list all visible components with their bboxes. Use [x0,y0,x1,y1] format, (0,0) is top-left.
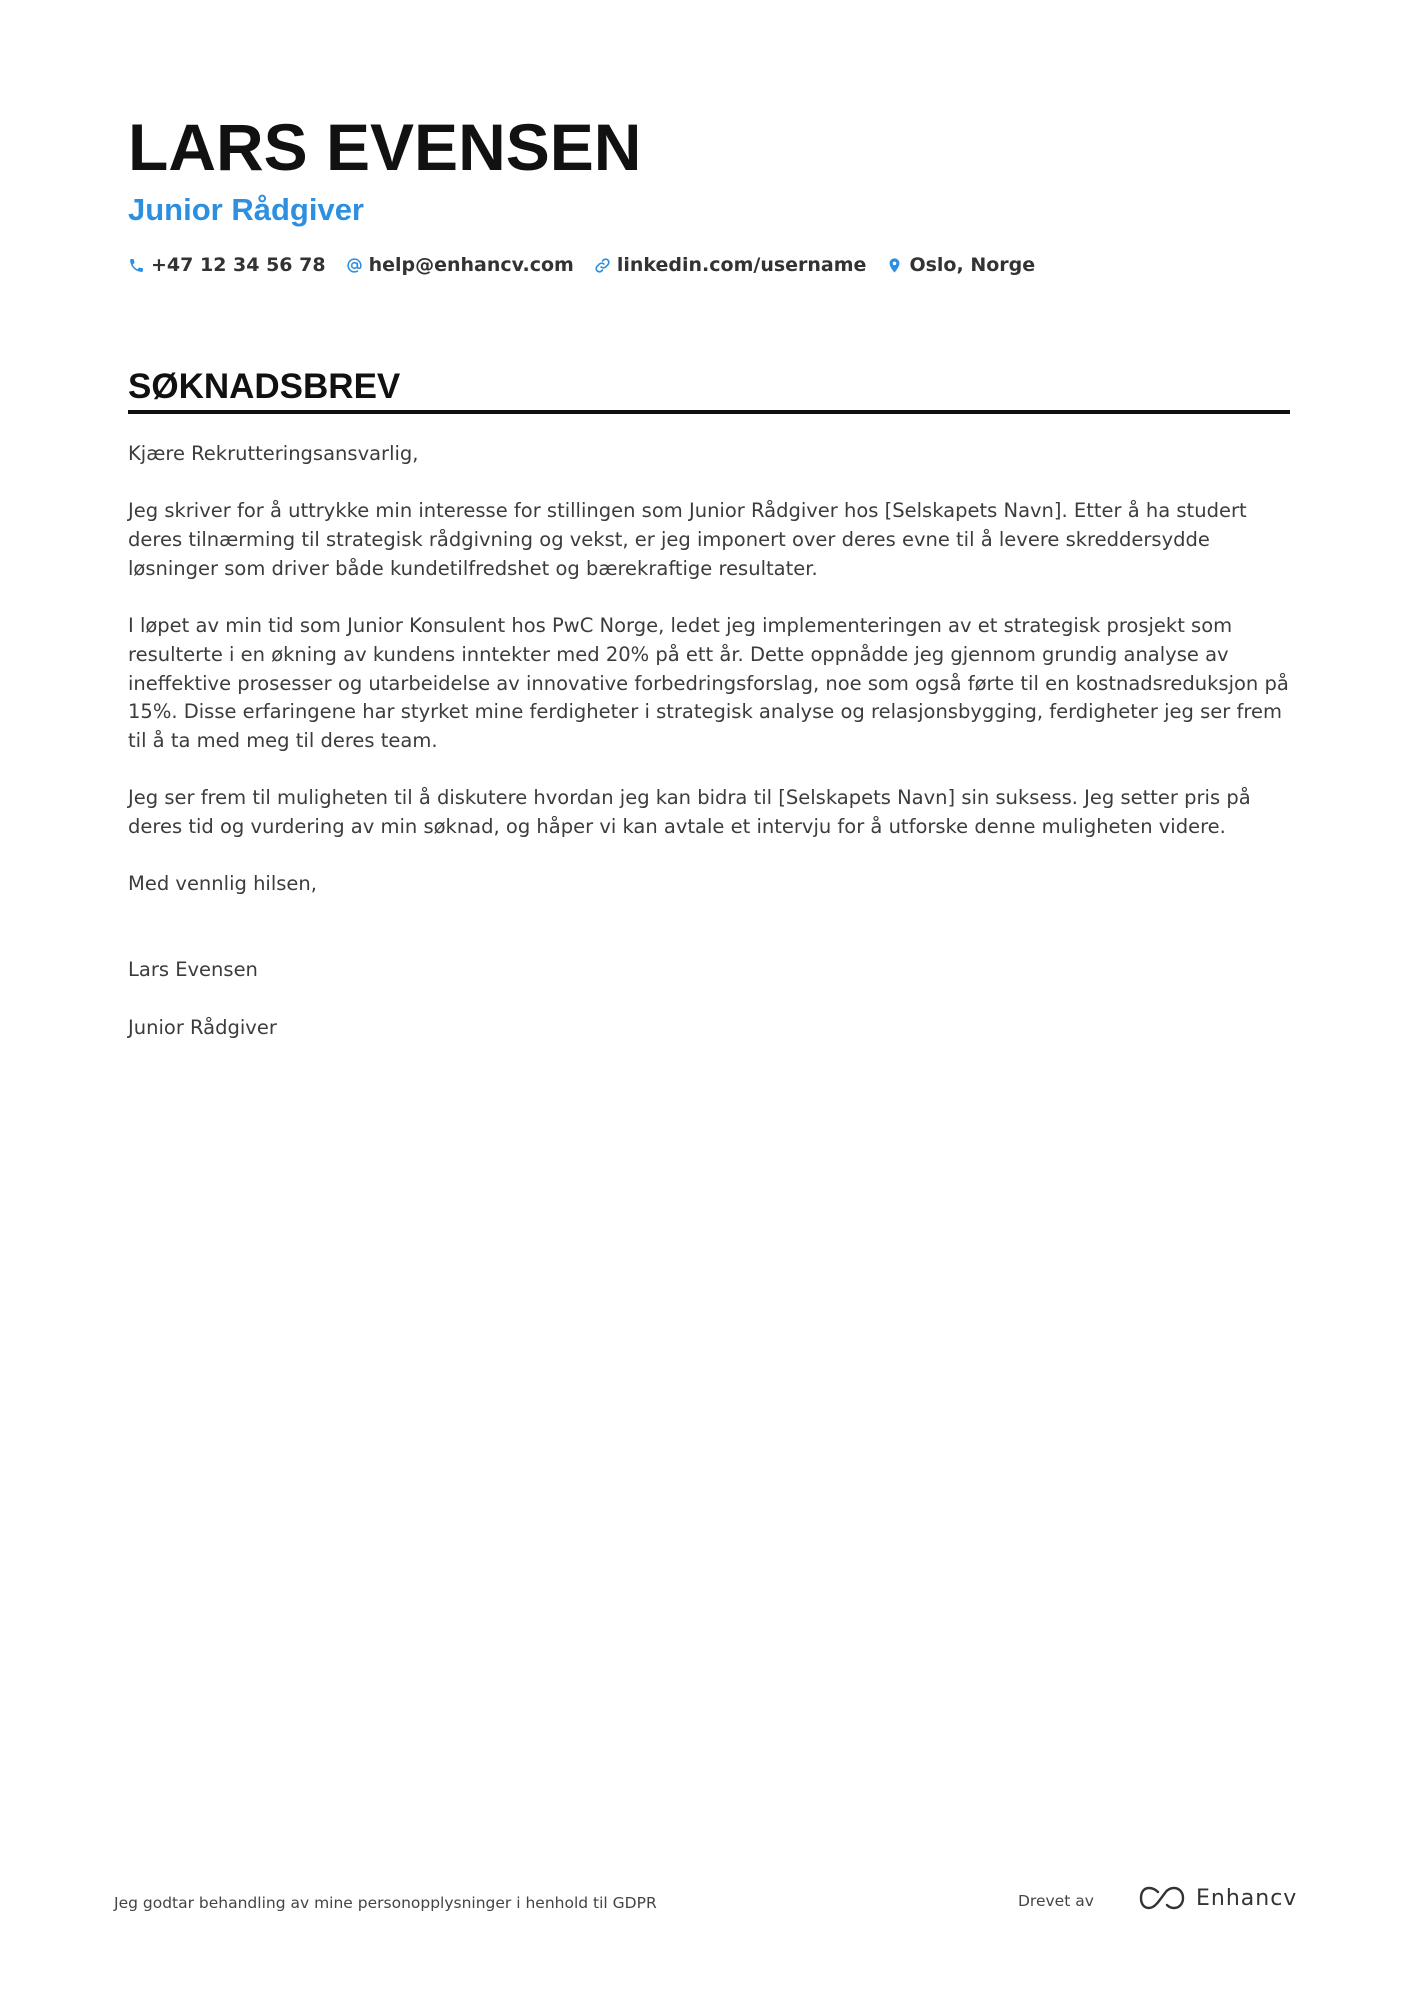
salutation: Kjære Rekrutteringsansvarlig, [128,442,419,465]
phone-icon [128,257,145,274]
contact-bar [128,254,1055,276]
contact-phone[interactable] [128,254,326,276]
signature-name: Lars Evensen [128,958,258,982]
enhancv-brand[interactable] [1138,1884,1297,1912]
phone-text: +47 12 34 56 78 [151,254,326,276]
signature-title: Junior Rådgiver [128,1015,277,1039]
enhancv-logo-icon [1138,1884,1186,1912]
gdpr-consent: Jeg godtar behandling av mine personopplysninger i henhold til GDPR [114,1894,657,1912]
applicant-name: LARS EVENSEN [128,110,642,184]
brand-name: Enhancv [1196,1885,1298,1911]
closing: Med vennlig hilsen, [128,872,317,896]
letter-body [128,440,1290,1071]
section-divider [128,410,1290,414]
contact-linkedin[interactable] [594,254,867,276]
link-icon [594,257,611,274]
contact-location [886,254,1035,276]
contact-email[interactable] [346,254,574,276]
applicant-title: Junior Rådgiver [128,192,364,227]
email-text: help@enhancv.com [368,254,574,276]
paragraph-2: I løpet av min tid som Junior Konsulent hos PwC Norge, ledet jeg implementeringen av et strategisk prosjekt som resulterte i en økning av kundens inntekter med 20% på ett år. Dette oppnådde jeg gjennom grundig analyse av ineffektive prosesser og utarbeidelse av innovative forbedringsforslag, noe som også førte til en kostnadsreduksjon på 15%. Disse erfaringene har styrket mine ferdigheter i strategisk analyse og relasjonsbygging, ferdigheter jeg ser frem til å ta med meg til deres team. [128,614,1289,752]
at-icon [346,257,363,274]
powered-by-label: Drevet av [1018,1892,1094,1910]
location-text: Oslo, Norge [909,254,1036,276]
location-pin-icon [886,257,903,274]
section-title: SØKNADSBREV [128,367,401,406]
paragraph-3: Jeg ser frem til muligheten til å diskutere hvordan jeg kan bidra til [Selskapets Navn] sin suksess. Jeg setter pris på deres tid og vurdering av min søknad, og håper vi kan avtale et intervju for å utforske denne muligheten videre. [128,786,1251,839]
paragraph-1: Jeg skriver for å uttrykke min interesse for stillingen som Junior Rådgiver hos [Selskapets Navn]. Etter å ha studert deres tilnærming til strategisk rådgivning og vekst, er jeg imponert over deres evne til å levere skreddersydde løsninger som driver både kundetilfredshet og bærekraftige resultater. [128,499,1247,580]
linkedin-text: linkedin.com/username [616,254,867,276]
